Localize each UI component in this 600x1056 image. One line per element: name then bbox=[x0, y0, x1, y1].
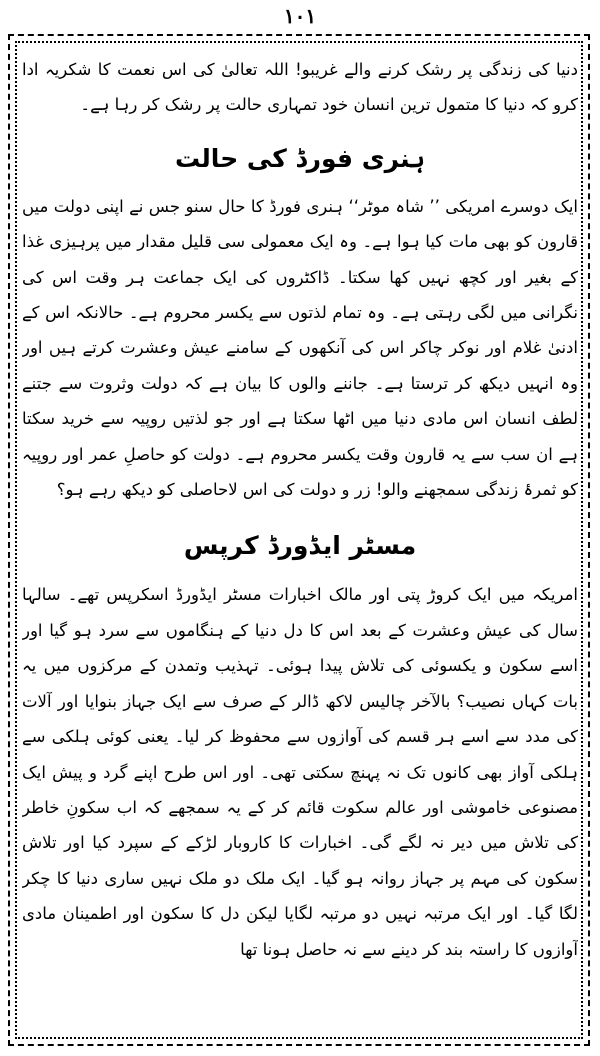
intro-paragraph: دنیا کی زندگی پر رشک کرنے والے غریبو! اللہ تعالیٰ کی اس نعمت کا شکریہ ادا کرو کہ دنیا کا متمول ترین انسان خود تمہاری حالت پر رشک کر رہا ہے۔ bbox=[22, 60, 578, 115]
section-heading-edward-scripps: مسٹر ایڈورڈ کرپس bbox=[183, 531, 417, 561]
henry-ford-paragraph: ایک دوسرے امریکی ’’ شاہ موٹر‘‘ ہنری فورڈ کا حال سنو جس نے اپنی دولت میں قارون کو بھی مات کیا ہوا ہے۔ وہ ایک معمولی سی قلیل مقدار میں پرہیزی غذا کے بغیر اور کچھ نہیں کھا سکتا۔ ڈاکٹروں کی ایک جماعت ہر وقت اس کی نگرانی میں لگی رہتی ہے۔ وہ تمام لذتوں سے یکسر محروم ہے۔ حالانکہ اس کے ادنیٰ غلام اور نوکر چاکر اس کی آنکھوں کے سامنے عیش وعشرت کرتے ہیں اور وہ انہیں دیکھ کر ترستا ہے۔ جاننے والوں کا بیان ہے کہ دولت وثروت سے جتنے لطف انسان اس مادی دنیا میں اٹھا سکتا ہے اور جو لذتیں روپیہ سے خرید سکتا ہے ان سب سے یہ قارون وقت یکسر محروم ہے۔ دولت کو حاصلِ عمر اور روپیہ کو ثمرۂ زندگی سمجھنے والو! زر و دولت کی اس لاحاصلی کو دیکھ رہے ہو؟ bbox=[22, 196, 578, 500]
section-heading-henry-ford: ہنری فورڈ کی حالت bbox=[174, 143, 426, 173]
page-number: ۱۰۱ bbox=[283, 4, 317, 28]
edward-scripps-paragraph: امریکہ میں ایک کروڑ پتی اور مالک اخبارات مسٹر ایڈورڈ اسکرپس تھے۔ سالہا سال کی عیش وعشرت کے بعد اس کا دل دنیا کے ہنگاموں سے سرد ہو گیا اور اسے سکون و یکسوئی کی تلاش پیدا ہوئی۔ تہذیب وتمدن کے مرکزوں میں یہ بات کہاں نصیب؟ بالآخر چالیس لاکھ ڈالر کے صرف سے ایک جہاز بنوایا اور آلات کی مدد سے اسے ہر قسم کی آوازوں سے محفوظ کر لیا۔ یعنی کوئی ہلکی سے ہلکی آواز بھی کانوں تک نہ پہنچ سکتی تھی۔ اور اس طرح اپنے گرد و پیش ایک مصنوعی خاموشی اور عالم سکوت قائم کر کے یہ سمجھے کہ اب سکونِ خاطر کی تلاش میں دیر نہ لگے گی۔ اخبارات کا کاروبار لڑکے کے سپرد کیا اور تلاش سکون کی مہم پر جہاز روانہ ہو گیا۔ ایک ملک دو ملک نہیں ساری دنیا کا چکر لگا گیا۔ اور ایک مرتبہ نہیں دو مرتبہ لگایا لیکن دل کا سکون اور اطمینان مادی آوازوں کا راستہ بند کر دینے سے نہ حاصل ہونا تھا bbox=[22, 585, 578, 959]
page-content bbox=[22, 52, 578, 1037]
